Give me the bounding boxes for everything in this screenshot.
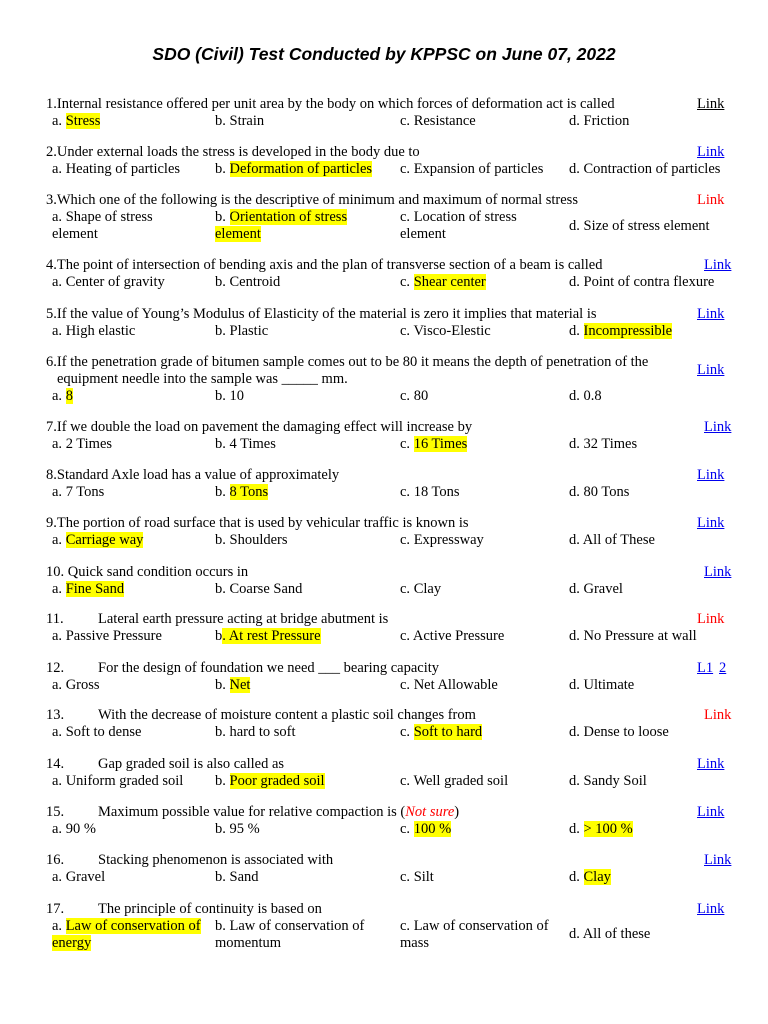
option-a: a. Uniform graded soil bbox=[52, 773, 184, 789]
reference-link[interactable]: Link bbox=[697, 804, 725, 820]
option-b: b. 95 % bbox=[215, 821, 260, 837]
question-stem: 10. Quick sand condition occurs in bbox=[46, 564, 249, 580]
answer-highlight: . At rest Pressure bbox=[222, 628, 321, 644]
question-stem: 16. Stacking phenomenon is associated with bbox=[46, 852, 334, 868]
option-c: c. Silt bbox=[400, 869, 434, 885]
option-a: a. Center of gravity bbox=[52, 274, 165, 290]
answer-highlight: > 100 % bbox=[583, 821, 633, 837]
option-b: b. Strain bbox=[215, 113, 265, 129]
option-a: a. High elastic bbox=[52, 323, 136, 339]
not-sure-note: Not sure bbox=[405, 804, 455, 820]
option-a: a. Soft to dense bbox=[52, 724, 142, 740]
reference-link[interactable]: Link bbox=[697, 611, 725, 627]
answer-highlight: 8 bbox=[65, 388, 73, 404]
reference-link[interactable]: Link bbox=[697, 362, 725, 378]
answer-highlight: Fine Sand bbox=[65, 581, 125, 597]
option-c: c. Net Allowable bbox=[400, 677, 498, 693]
option-c: c. Resistance bbox=[400, 113, 476, 129]
option-c: c. Location of stress element bbox=[400, 209, 517, 242]
answer-highlight: Soft to hard bbox=[413, 724, 483, 740]
reference-link[interactable]: Link bbox=[704, 564, 732, 580]
option-b: b. Centroid bbox=[215, 274, 281, 290]
option-c: c. Visco-Elestic bbox=[400, 323, 491, 339]
option-c: c. Expansion of particles bbox=[400, 161, 544, 177]
option-a: a. Law of conservation of energy bbox=[52, 918, 201, 951]
option-a: a. Shape of stress element bbox=[52, 209, 153, 242]
answer-highlight: Deformation of particles bbox=[229, 161, 373, 177]
question-stem: 7.If we double the load on pavement the damaging effect will increase by bbox=[46, 419, 473, 435]
option-a: a. 90 % bbox=[52, 821, 96, 837]
answer-highlight: Carriage way bbox=[65, 532, 144, 548]
question-stem: 3.Which one of the following is the descriptive of minimum and maximum of normal stress bbox=[46, 192, 578, 208]
question-stem: 5.If the value of Young’s Modulus of Elasticity of the material is zero it implies that material is bbox=[46, 306, 597, 322]
option-a: a. Fine Sand bbox=[52, 581, 125, 597]
option-a: a. Passive Pressure bbox=[52, 628, 162, 644]
answer-highlight: 16 Times bbox=[413, 436, 468, 452]
option-d: d. Dense to loose bbox=[569, 724, 669, 740]
option-a: a. Gross bbox=[52, 677, 100, 693]
reference-link[interactable]: Link bbox=[697, 306, 725, 322]
reference-link[interactable]: Link bbox=[697, 756, 725, 772]
question-stem: 17. The principle of continuity is based on bbox=[46, 901, 322, 917]
reference-link[interactable]: Link bbox=[704, 852, 732, 868]
option-c: c. Well graded soil bbox=[400, 773, 509, 789]
option-c: c. Law of conservation of mass bbox=[400, 918, 549, 951]
question-stem: 1.Internal resistance offered per unit area by the body on which forces of deformation act is called bbox=[46, 96, 615, 112]
option-c: c. Soft to hard bbox=[400, 724, 483, 740]
option-a: a. 8 bbox=[52, 388, 73, 404]
answer-highlight: Poor graded soil bbox=[229, 773, 325, 789]
option-d: d. 0.8 bbox=[569, 388, 602, 404]
question-stem: 4.The point of intersection of bending axis and the plan of transverse section of a beam is called bbox=[46, 257, 603, 273]
option-d: d. Ultimate bbox=[569, 677, 635, 693]
page-title: SDO (Civil) Test Conducted by KPPSC on June 07, 2022 bbox=[152, 44, 616, 64]
option-c: c. 18 Tons bbox=[400, 484, 460, 500]
option-a: a. Stress bbox=[52, 113, 101, 129]
question-stem: 8.Standard Axle load has a value of approximately bbox=[46, 467, 340, 483]
option-d: d. 80 Tons bbox=[569, 484, 630, 500]
option-b: b. Deformation of particles bbox=[215, 161, 373, 177]
answer-highlight: Stress bbox=[65, 113, 101, 129]
option-b: b. 8 Tons bbox=[215, 484, 269, 500]
reference-link[interactable]: Link bbox=[697, 192, 725, 208]
option-a: a. Gravel bbox=[52, 869, 106, 885]
reference-link[interactable]: Link bbox=[704, 707, 732, 723]
option-d: d. Clay bbox=[569, 869, 611, 885]
answer-highlight: Law of conservation of energy bbox=[52, 918, 201, 951]
option-d: d. Sandy Soil bbox=[569, 773, 647, 789]
option-c: c. Clay bbox=[400, 581, 442, 597]
option-d: d. Friction bbox=[569, 113, 630, 129]
question-stem: 12. For the design of foundation we need ___ bearing capacity bbox=[46, 660, 440, 676]
answer-highlight: 8 Tons bbox=[229, 484, 269, 500]
question-stem: 2.Under external loads the stress is developed in the body due to bbox=[46, 144, 420, 160]
reference-link[interactable]: Link bbox=[704, 257, 732, 273]
reference-link[interactable]: Link bbox=[697, 467, 725, 483]
option-a: a. Heating of particles bbox=[52, 161, 181, 177]
option-a: a. Carriage way bbox=[52, 532, 144, 548]
option-d: d. > 100 % bbox=[569, 821, 633, 837]
question-stem: 6.If the penetration grade of bitumen sample comes out to be 80 it means the depth of penetration of the equipment needle into the sample was _____ mm. bbox=[46, 354, 649, 387]
reference-link[interactable]: Link bbox=[697, 901, 725, 917]
option-a: a. 2 Times bbox=[52, 436, 113, 452]
option-d: d. Size of stress element bbox=[569, 218, 710, 234]
option-b: b. Plastic bbox=[215, 323, 269, 339]
option-b: b. Net bbox=[215, 677, 251, 693]
option-b: b. Poor graded soil bbox=[215, 773, 325, 789]
option-d: d. All of These bbox=[569, 532, 655, 548]
option-d: d. All of these bbox=[569, 926, 651, 942]
reference-link[interactable]: Link bbox=[697, 144, 725, 160]
option-a: a. 7 Tons bbox=[52, 484, 105, 500]
option-d: d. Point of contra flexure bbox=[569, 274, 715, 290]
question-stem: 13. With the decrease of moisture content a plastic soil changes from bbox=[46, 707, 476, 723]
answer-highlight: Orientation of stress element bbox=[215, 209, 348, 242]
reference-link[interactable]: Link bbox=[704, 419, 732, 435]
option-c: c. 80 bbox=[400, 388, 429, 404]
option-d: d. Incompressible bbox=[569, 323, 673, 339]
option-b: b. At rest Pressure bbox=[215, 628, 321, 644]
option-b: b. hard to soft bbox=[215, 724, 296, 740]
option-c: c. 100 % bbox=[400, 821, 452, 837]
option-b: b. Coarse Sand bbox=[215, 581, 303, 597]
option-c: c. 16 Times bbox=[400, 436, 468, 452]
answer-highlight: Clay bbox=[583, 869, 611, 885]
option-c: c. Expressway bbox=[400, 532, 484, 548]
option-c: c. Active Pressure bbox=[400, 628, 505, 644]
option-b: b. 10 bbox=[215, 388, 244, 404]
option-b: b. Law of conservation of momentum bbox=[215, 918, 365, 951]
reference-link[interactable]: Link bbox=[697, 96, 725, 112]
option-b: b. Orientation of stress element bbox=[215, 209, 348, 242]
option-d: d. No Pressure at wall bbox=[569, 628, 697, 644]
answer-highlight: Incompressible bbox=[583, 323, 673, 339]
reference-link-1[interactable]: L1 bbox=[697, 660, 714, 676]
reference-link-2[interactable]: 2 bbox=[719, 660, 727, 676]
option-d: d. Gravel bbox=[569, 581, 623, 597]
reference-link[interactable]: Link bbox=[697, 515, 725, 531]
answer-highlight: 100 % bbox=[413, 821, 452, 837]
option-b: b. 4 Times bbox=[215, 436, 276, 452]
option-b: b. Shoulders bbox=[215, 532, 288, 548]
option-d: d. 32 Times bbox=[569, 436, 638, 452]
option-b: b. Sand bbox=[215, 869, 259, 885]
option-d: d. Contraction of particles bbox=[569, 161, 721, 177]
question-stem: 15. Maximum possible value for relative compaction is (Not sure) bbox=[46, 804, 460, 820]
option-c: c. Shear center bbox=[400, 274, 486, 290]
question-stem: 11. Lateral earth pressure acting at bridge abutment is bbox=[46, 611, 389, 627]
question-stem: 14. Gap graded soil is also called as bbox=[46, 756, 285, 772]
question-stem: 9.The portion of road surface that is used by vehicular traffic is known is bbox=[46, 515, 469, 531]
answer-highlight: Net bbox=[229, 677, 251, 693]
answer-highlight: Shear center bbox=[413, 274, 486, 290]
